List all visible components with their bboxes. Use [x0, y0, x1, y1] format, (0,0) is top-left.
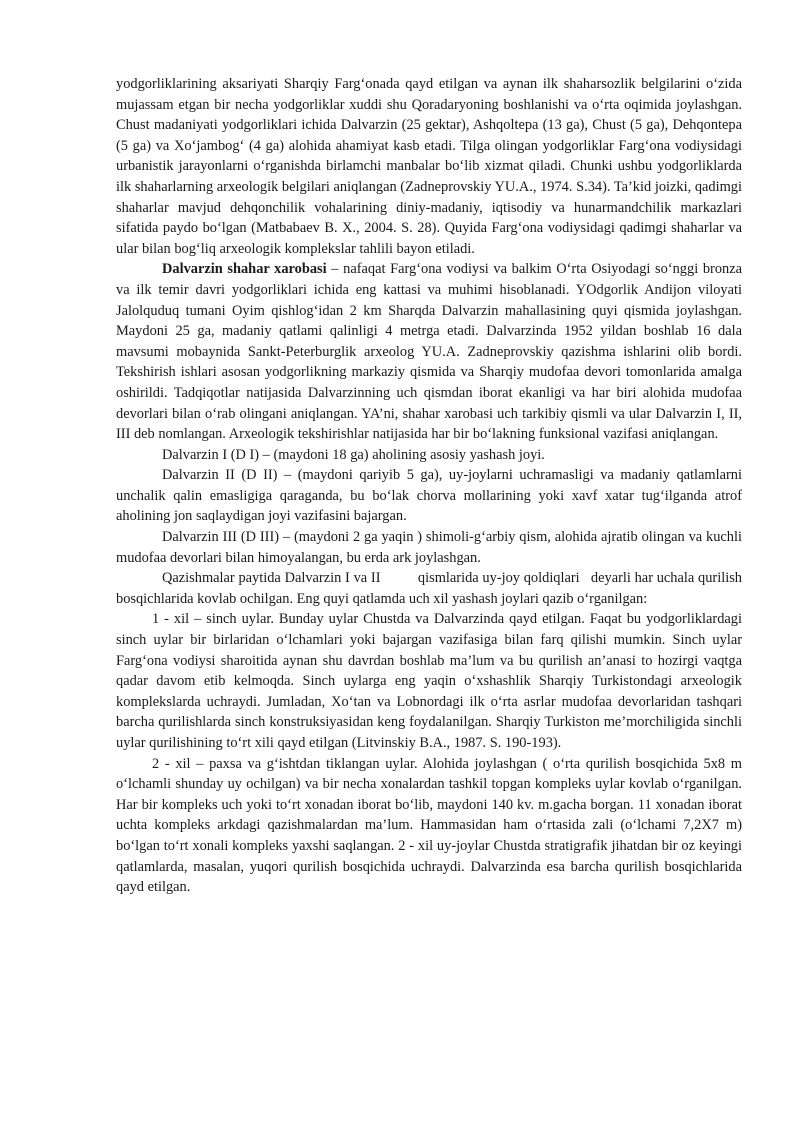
dalvarzin-heading: Dalvarzin shahar xarobasi [162, 261, 327, 278]
paragraph-type-2: 2 - xil – paxsa va g‘ishtdan tiklangan uylar. Alohida joylashgan ( o‘rta qurilish bosqichida 5x8 m o‘lchamli shunday uy ochilgan) va bir necha xonalardan tashkil topgan kompleks uylar kovlab o‘rganilgan. Har bir kompleks uch yoki to‘rt xonadan iborat bo‘lib, maydoni 140 kv. m.gacha borgan. 11 xonadan iborat uchta kompleks arkdagi qazishmalardan ma’lum. Hammasidan ham o‘rtasida zali (o‘lchami 7,2X7 m) bo‘lgan to‘rt xonali kompleks yaxshi saqlangan. 2 - xil uy-joylar Chustda stratigrafik jihatdan bir oz keyingi qatlamlarda, masalan, yuqori qurilish bosqichida uchraydi. Dalvarzinda esa barcha qurilish bosqichlarida qayd etilgan. [116, 755, 742, 896]
paragraph-type-1: 1 - xil – sinch uylar. Bunday uylar Chustda va Dalvarzinda qayd etilgan. Faqat bu yodgorliklardagi sinch uylar bir birlaridan o‘lchamlari yoki bajargan vazifasiga bilan farq qilishi mumkin. Sinch uylar Farg‘ona vodiysi sharoitida aynan shu davrdan boshlab ma’lum va bu qurilish an’anasi to hozirgi vaqtga qadar davom etib kelmoqda. Sinch uylarga eng yaqin o‘xshashlik Sharqiy Turkistondagi arxeologik komplekslarda uchraydi. Jumladan, Xo‘tan va Lobnordagi ilk o‘rta asrlar mudofaa devorlaridan tashqari barcha qurilishlarda sinch konstruksiyasidan keng foydalanilgan. Sharqiy Turkiston me’morchiligida sinchli uylar qurilishining to‘rt xili qayd etilgan (Litvinskiy B.A., 1987. S. 190-193). [116, 611, 742, 751]
paragraph-dalvarzin-1: Dalvarzin I (D I) – (maydoni 18 ga) aholining asosiy yashash joyi. [162, 446, 545, 463]
paragraph-dalvarzin-3: Dalvarzin III (D III) – (maydoni 2 ga yaqin ) shimoli-g‘arbiy qism, alohida ajratib olingan va kuchli mudofaa devorlari bilan himoyalangan, bu erda ark joylashgan. [116, 529, 742, 566]
paragraph-excavations: Qazishmalar paytida Dalvarzin I va II qismlarida uy-joy qoldiqlari deyarli har uchala qurilish bosqichlarida kovlab ochilgan. Eng quyi qatlamda uch xil yashash joylari qazib o‘rganilgan: [116, 570, 746, 607]
paragraph-intro: yodgorliklarining aksariyati Sharqiy Farg‘onada qayd etilgan va aynan ilk shaharsozlik belgilarini o‘zida mujassam etgan bir necha yodgorliklar xuddi shu Qoradaryoning boshlanishi va o‘rta oqimida joylashgan. Chust madaniyati yodgorliklari ichida Dalvarzin (25 gektar), Ashqoltepa (13 ga), Chust (5 ga), Dehqontepa (5 ga) va Xo‘jambog‘ (4 ga) alohida ahamiyat kasb etadi. Tilga olingan yodgorliklar Farg‘ona vodiysidagi urbanistik jarayonlarni o‘rganishda birlamchi manbalar bo‘lib xizmat qiladi. Chunki ushbu yodgorliklarda ilk shaharlarning arxeologik belgilari aniqlangan (Zadneprovskiy YU.A., 1974. S.34). Ta’kid joizki, qadimgi shaharlar mavjud dehqonchilik vohalarining diniy-madaniy, iqtisodiy va hunarmandchilik markazlari sifatida paydo bo‘lgan (Matbabaev B. X., 2004. S. 28). Quyida Farg‘ona vodiysidagi qadimgi shaharlar va ular bilan bog‘liq arxeologik komplekslar tahlili bayon etiladi. [116, 76, 742, 257]
paragraph-dalvarzin-2: Dalvarzin II (D II) – (maydoni qariyib 5 ga), uy-joylarni uchramasligi va madaniy qatlamlarni unchalik qalin emasligiga qaraganda, bu bo‘lak chorva mollarining yoki xavf xatar tug‘ilganda atrof aholining jon saqlaydigan joyi vazifasini bajargan. [116, 467, 742, 525]
dalvarzin-text: – nafaqat Farg‘ona vodiysi va balkim O‘rta Osiyodagi so‘nggi bronza va ilk temir davri yodgorliklari ichida eng kattasi va muhimi hisoblanadi. YOdgorlik Andijon viloyati Jalolquduq tumani Oyim qishlog‘idan 2 km Sharqda Dalvarzin mahallasining quyi qismida joylashgan. Maydoni 25 ga, madaniy qatlami qalinligi 4 metrga etadi. Dalvarzinda 1952 yildan boshlab 16 dala mavsumi mobaynida Sankt-Peterburglik arxeolog YU.A. Zadneprovskiy qazishma ishlarini olib bordi. Tekshirish ishlari asosan yodgorlikning markaziy qismida va Sharqiy mudofaa devori tomonlarida amalga oshirildi. Tadqiqotlar natijasida Dalvarzinning uch qismdan iborat ekanligi va har biri alohida mudofaa devorlari bilan o‘rab olingani aniqlangan. YA’ni, shahar xarobasi uch tarkibiy qismli va ular Dalvarzin I, II, III deb nomlangan. Arxeologik tekshirishlar natijasida har bir bo‘lakning funksional vazifasi aniqlangan. [116, 261, 742, 443]
document-page [116, 74, 746, 898]
paragraph-dalvarzin [116, 259, 742, 444]
